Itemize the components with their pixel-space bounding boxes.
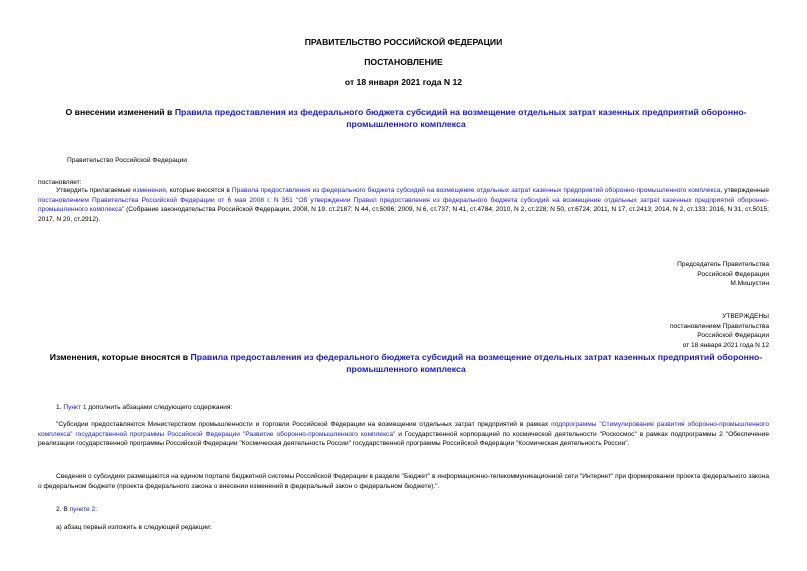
- item-1: [56, 403, 232, 413]
- q1-text-a: "Субсидии предоставляются Министерством промышленности и торговли Российской Федерации на возмещение отдельных затрат предприятий в рамках: [56, 421, 552, 428]
- item-2a: а) абзац первый изложить в следующей редакции:: [56, 524, 212, 531]
- approved-line-1: УТВЕРЖДЕНЫ: [722, 313, 769, 320]
- resolution-351-link[interactable]: постановлением Правительства Российской Федерации от 6 мая 2008 г. N 351 "Об утверждении Правил предоставления из федерального бюджета субсидий на возмещение отдельных затрат казенных предприятий оборонно-промышленного комплекса": [38, 196, 769, 214]
- subprogram-link[interactable]: подпрограммы "Стимулирование развития оборонно-промышленного комплекса" государственной программы Российской Федерации "Развитие оборонно-промышленного комплекса": [38, 421, 769, 438]
- p1-text-a: Утвердить прилагаемые: [56, 187, 133, 194]
- signature-line-1: Председатель Правительства: [677, 261, 769, 268]
- approved-line-2: постановлением Правительства: [669, 322, 769, 330]
- document-date: от 18 января 2021 года N 12: [344, 77, 463, 87]
- changes-link[interactable]: изменения: [132, 187, 166, 194]
- p1-text-d: (Собрание законодательства Российской Федерации, 2008, N 19, ст.2187; N 44, ст.5096; 2009, N 6, ст.737; N 41, ст.4784; 2010, N 2, ст.228; N 50, ст.6724; 2011, N 17, ст.2413; 2014, N 2, ст.133; 2016, N 31, ст.5015; 2017, N 20, ст.2912).: [38, 206, 769, 223]
- item-2-text: :: [95, 506, 97, 513]
- approved-line-4: от 18 января 2021 года N 12: [682, 341, 769, 349]
- government-label: Правительство Российской Федерации: [67, 157, 187, 164]
- government-heading: ПРАВИТЕЛЬСТВО РОССИЙСКОЙ ФЕДЕРАЦИИ: [304, 37, 503, 47]
- item-1-text: дополнить абзацами следующего содержания:: [86, 404, 233, 411]
- item-1-num: 1.: [56, 404, 64, 411]
- title-link[interactable]: Правила предоставления из федерального бюджета субсидий на возмещение отдельных затрат казенных предприятий оборонно-промышленного комплекса: [174, 107, 747, 129]
- title-prefix: О внесении изменений в: [65, 107, 175, 117]
- item-1-link[interactable]: Пункт 1: [63, 404, 87, 411]
- resolution-paragraph: [38, 186, 769, 224]
- p1-text-b: , которые вносятся в: [165, 187, 232, 194]
- approved-block: [670, 312, 769, 350]
- quote-paragraph-2: Сведения о субсидиях размещаются на едином портале бюджетной системы Российской Федерации в разделе "Бюджет" в информационно-телекоммуникационной сети "Интернет" при формировании проекта федерального закона о федеральном бюджете (проекта федерального закона о внесении изменений в федеральный закон о федеральном бюджете).".: [38, 473, 769, 490]
- q1-text-b: и Государственной корпорацией по космической деятельности "Роскосмос" в рамках подпрограммы 2 "Обеспечение реализации государственной программы Российской Федерации "Космическая деятельность России" государственной программы Российской Федерации "Космическая деятельность России".: [38, 430, 769, 448]
- changes-title: [30, 351, 782, 375]
- item-2: [56, 505, 97, 515]
- changes-title-prefix: Изменения, которые вносятся в: [49, 352, 191, 362]
- signature-line-3: М.Мишустин: [730, 280, 769, 288]
- item-2-num: 2. В: [56, 506, 70, 513]
- quote-paragraph-1: [38, 420, 769, 449]
- document-title: [50, 106, 762, 130]
- document-type: ПОСТАНОВЛЕНИЕ: [364, 57, 443, 67]
- signature-line-2: Российской Федерации: [697, 270, 769, 278]
- approved-line-3: Российской Федерации: [697, 332, 769, 340]
- rules-link[interactable]: Правила предоставления из федерального бюджета субсидий на возмещение отдельных затрат казенных предприятий оборонно-промышленного комплекса: [231, 187, 721, 194]
- changes-title-link[interactable]: Правила предоставления из федерального бюджета субсидий на возмещение отдельных затрат казенных предприятий оборонно-промышленного комплекса: [190, 352, 763, 374]
- p1-text-c: , утвержденные: [720, 187, 769, 194]
- resolves-label: постановляет:: [38, 179, 82, 186]
- item-2-link[interactable]: пункте 2: [69, 506, 96, 513]
- signature-block: [677, 260, 769, 289]
